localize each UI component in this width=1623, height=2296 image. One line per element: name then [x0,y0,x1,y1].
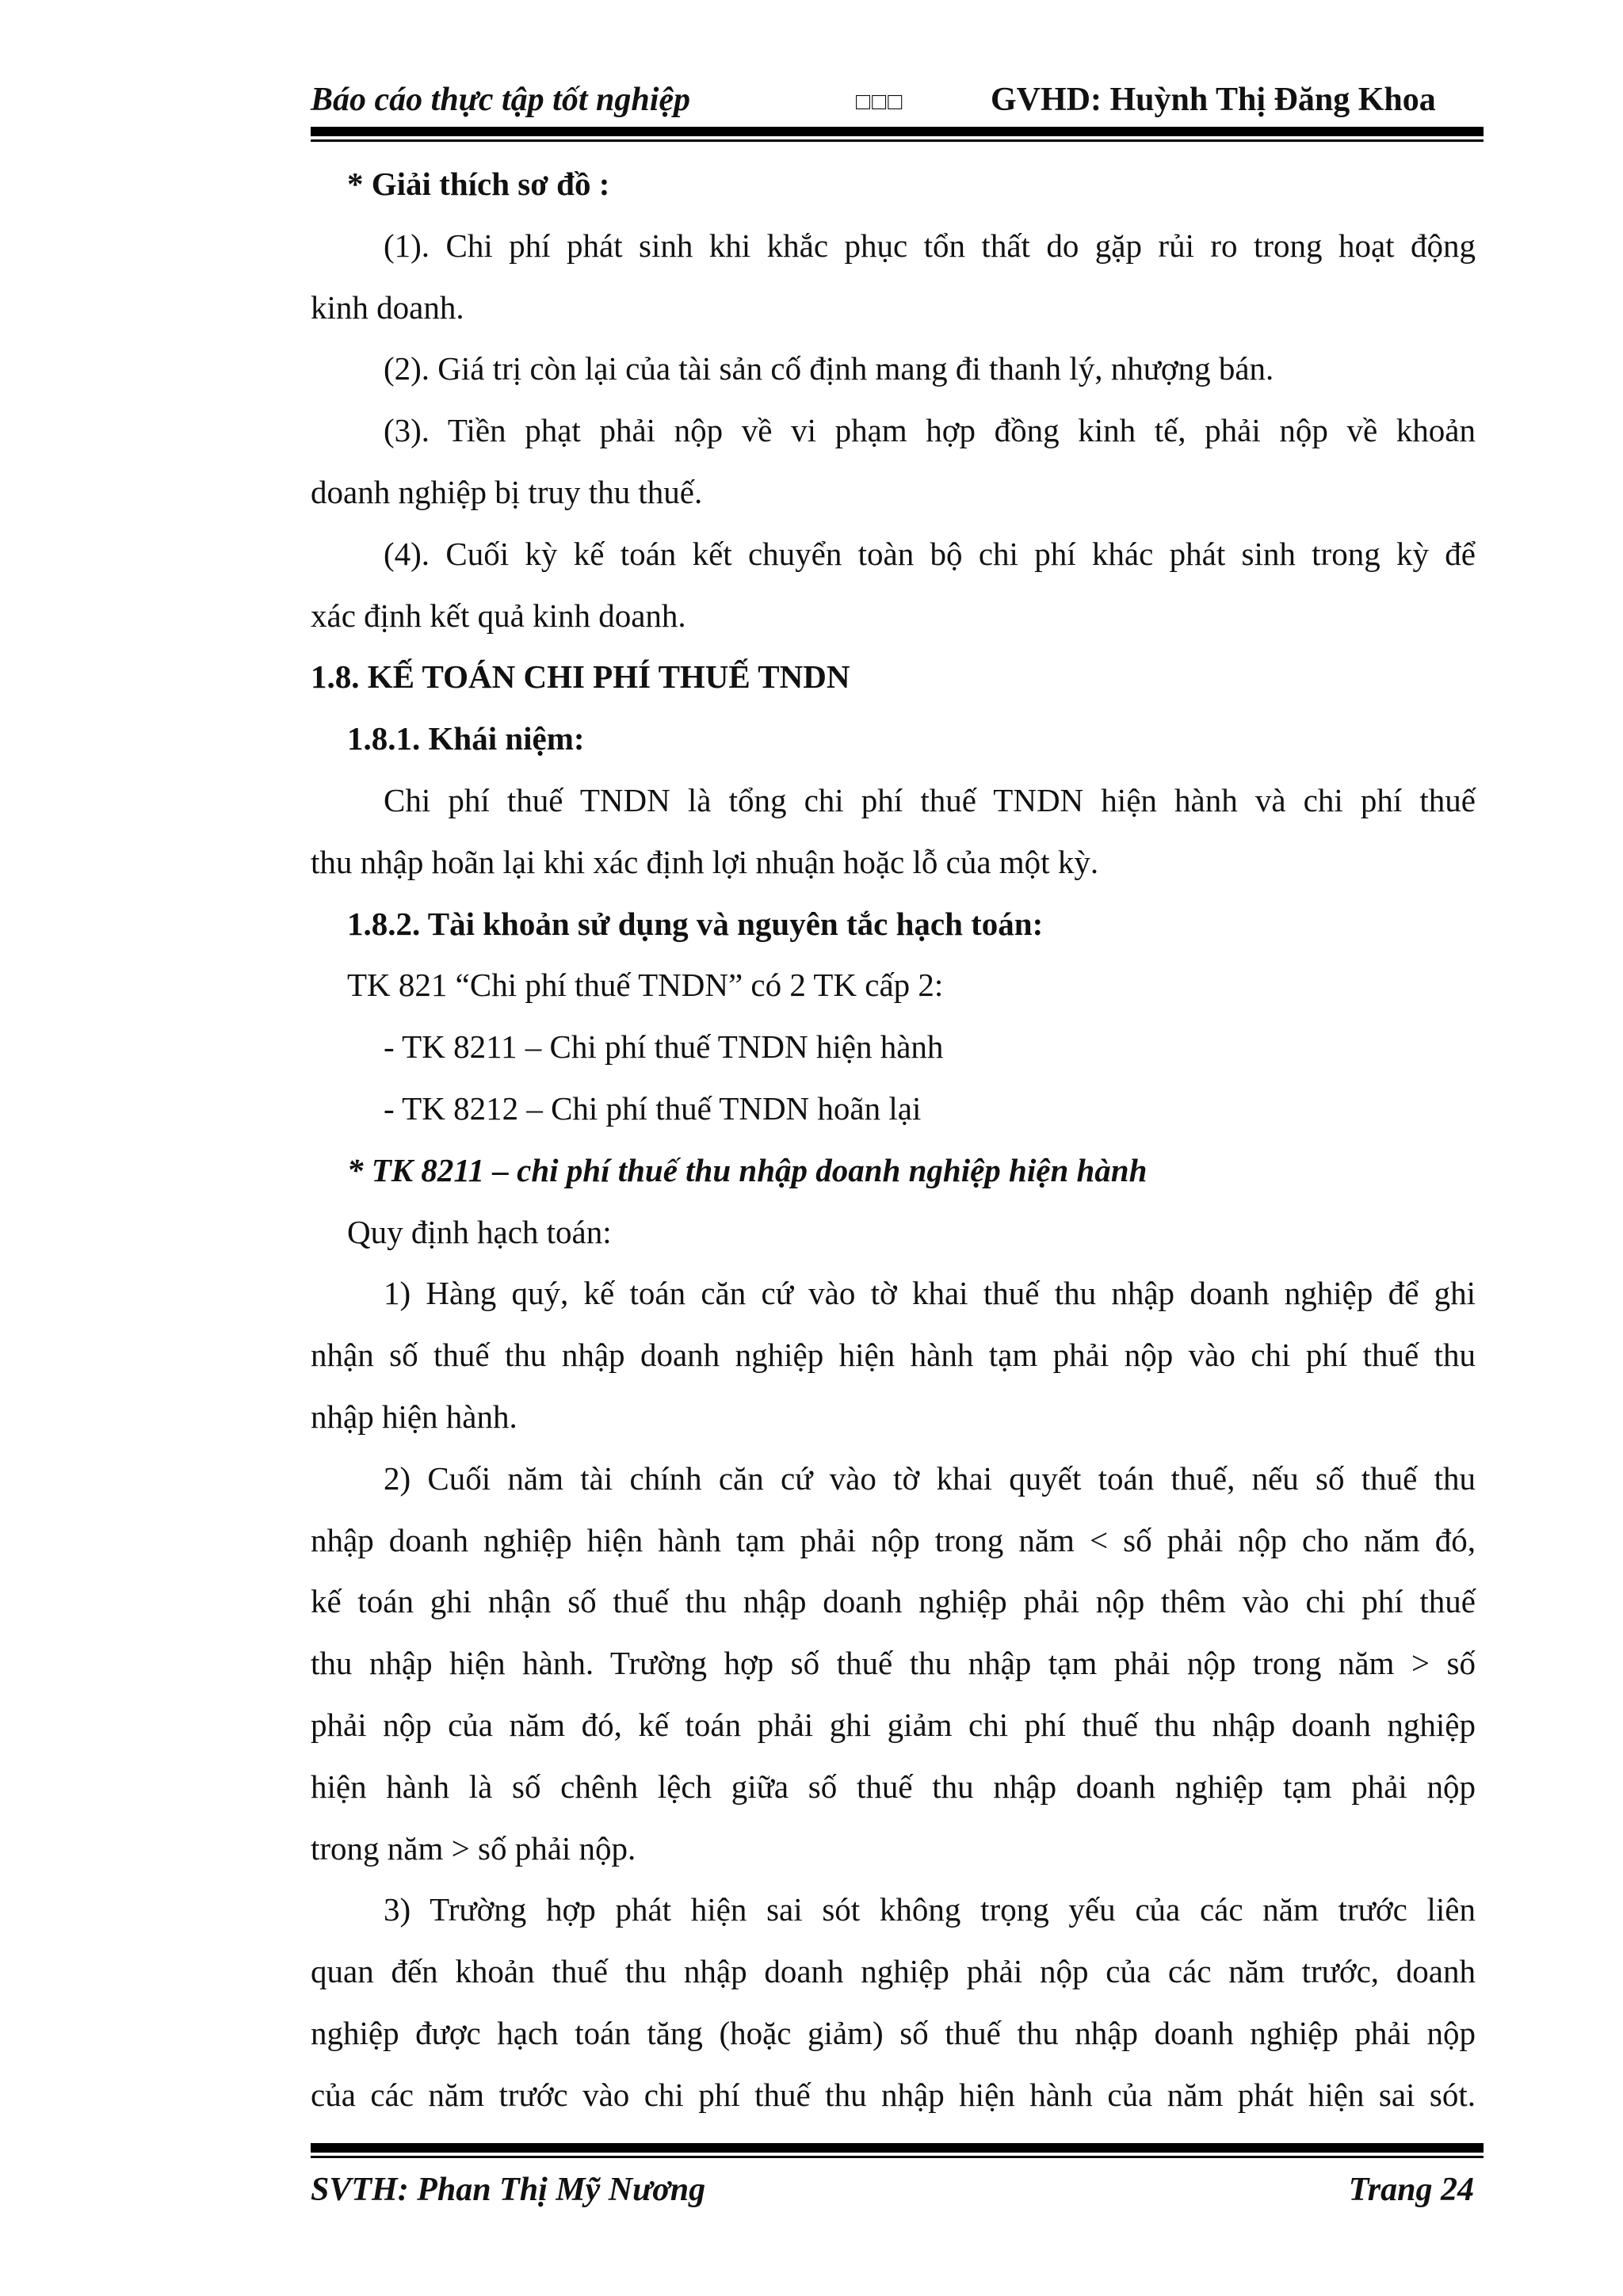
account-heading: * TK 8211 – chi phí thuế thu nhập doanh nghiệp hiện hành [347,1151,1148,1188]
paragraph-line: thu nhập hiện hành. Trường hợp số thuế thu nhập tạm phải nộp trong năm > số [311,1645,1476,1682]
footer-page-number: Trang 24 [1348,2172,1474,2208]
paragraph-line: nghiệp được hạch toán tăng (hoặc giảm) số thuế thu nhập doanh nghiệp phải nộp [311,2014,1476,2051]
header-advisor: GVHD: Huỳnh Thị Đăng Khoa [991,82,1436,118]
section-heading: 1.8. KẾ TOÁN CHI PHÍ THUẾ TNDN [311,658,850,696]
paragraph-line: hiện hành là số chênh lệch giữa số thuế thu nhập doanh nghiệp tạm phải nộp [311,1768,1476,1805]
paragraph-line: nhập doanh nghiệp hiện hành tạm phải nộp trong năm < số phải nộp cho năm đó, [311,1521,1476,1558]
paragraph-line: 1) Hàng quý, kế toán căn cứ vào tờ khai thuế thu nhập doanh nghiệp để ghi [384,1275,1476,1312]
paragraph-line: (4). Cuối kỳ kế toán kết chuyển toàn bộ chi phí khác phát sinh trong kỳ để [384,535,1476,572]
paragraph-line: (3). Tiền phạt phải nộp về vi phạm hợp đồng kinh tế, phải nộp về khoản [384,412,1476,449]
page-body [311,154,1476,2126]
paragraph-line: doanh nghiệp bị truy thu thuế. [311,473,703,510]
paragraph-line: Quy định hạch toán: [347,1213,612,1250]
list-item: - TK 8212 – Chi phí thuế TNDN hoãn lại [384,1089,922,1127]
paragraph-line: Chi phí thuế TNDN là tổng chi phí thuế TNDN hiện hành và chi phí thuế [384,781,1476,818]
list-item: - TK 8211 – Chi phí thuế TNDN hiện hành [384,1028,944,1066]
footer-rule-thick [311,2143,1484,2153]
paragraph-line: phải nộp của năm đó, kế toán phải ghi giảm chi phí thuế thu nhập doanh nghiệp [311,1706,1476,1743]
paragraph-line: 2) Cuối năm tài chính căn cứ vào tờ khai quyết toán thuế, nếu số thuế thu [384,1459,1476,1497]
paragraph-line: nhập hiện hành. [311,1398,517,1435]
paragraph-line: (1). Chi phí phát sinh khi khắc phục tổn thất do gặp rủi ro trong hoạt động [384,227,1476,264]
paragraph-line: 3) Trường hợp phát hiện sai sót không trọng yếu của các năm trước liên [384,1891,1476,1928]
paragraph-line: của các năm trước vào chi phí thuế thu nhập hiện hành của năm phát hiện sai sót. [311,2076,1476,2113]
paragraph-line: (2). Giá trị còn lại của tài sản cố định mang đi thanh lý, nhượng bán. [384,350,1274,387]
paragraph-line: kinh doanh. [311,288,464,326]
subsection-heading: 1.8.2. Tài khoản sử dụng và nguyên tắc hạch toán: [347,905,1044,942]
paragraph-line: kế toán ghi nhận số thuế thu nhập doanh nghiệp phải nộp thêm vào chi phí thuế [311,1583,1476,1620]
diagram-explanation-heading: * Giải thích sơ đồ : [347,166,610,202]
header-report-title: Báo cáo thực tập tốt nghiệp [311,82,691,118]
footer-student: SVTH: Phan Thị Mỹ Nương [311,2172,706,2208]
header-ornament: □□□ [856,89,904,115]
paragraph-line: thu nhập hoãn lại khi xác định lợi nhuận hoặc lỗ của một kỳ. [311,843,1099,880]
footer-rule-thin [311,2156,1484,2158]
header-rule-thick [311,127,1484,136]
header-rule-thin [311,139,1484,142]
paragraph-line: quan đến khoản thuế thu nhập doanh nghiệp phải nộp của các năm trước, doanh [311,1953,1476,1990]
paragraph-line: xác định kết quả kinh doanh. [311,597,686,634]
subsection-heading: 1.8.1. Khái niệm: [347,720,585,757]
paragraph-line: TK 821 “Chi phí thuế TNDN” có 2 TK cấp 2: [347,967,944,1004]
paragraph-line: trong năm > số phải nộp. [311,1829,636,1867]
paragraph-line: nhận số thuế thu nhập doanh nghiệp hiện hành tạm phải nộp vào chi phí thuế thu [311,1337,1476,1374]
